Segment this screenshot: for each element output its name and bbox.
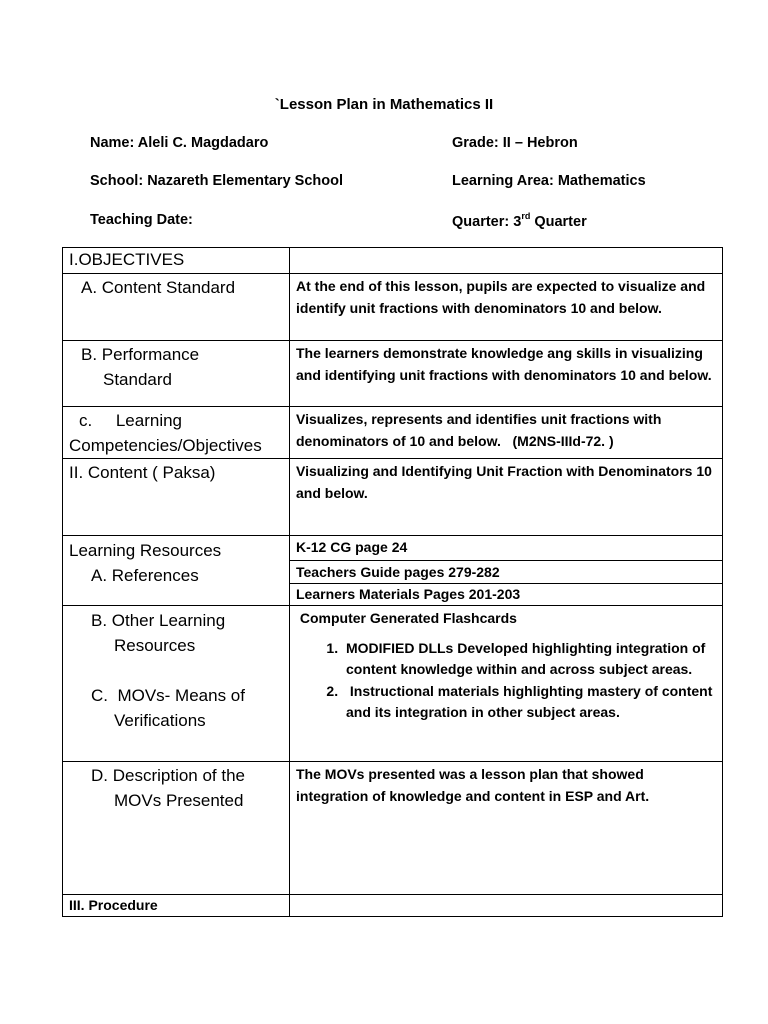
- resources-label-cell: [63, 536, 290, 606]
- references-tg-cell: [290, 561, 723, 584]
- quarter-superscript: rd: [521, 211, 531, 221]
- performance-standard-label-1: B. Performance: [81, 345, 200, 364]
- movs-label-1: C. MOVs- Means of: [91, 686, 245, 705]
- content-cell: [290, 459, 723, 536]
- content-label-cell: [63, 459, 290, 536]
- competencies-label-cell: [63, 407, 290, 459]
- objectives-cell: [63, 248, 290, 274]
- content-standard-label: A. Content Standard: [81, 278, 236, 297]
- description-label-cell: [63, 762, 290, 895]
- procedure-label: III. Procedure: [69, 897, 158, 913]
- other-resources-text: Computer Generated Flashcards: [296, 610, 517, 626]
- other-resources-label-2: Resources: [114, 636, 196, 655]
- movs-list: [290, 638, 722, 724]
- competencies-label-1: c. Learning: [79, 411, 183, 430]
- references-lm-text: Learners Materials Pages 201-203: [296, 586, 521, 602]
- references-tg-text: Teachers Guide pages 279-282: [296, 564, 500, 580]
- other-resources-label-1: B. Other Learning: [91, 611, 226, 630]
- performance-standard-label-cell: [63, 341, 290, 407]
- other-resources-label-cell: [63, 606, 290, 762]
- resources-cell: [290, 536, 723, 561]
- grade-section: Grade: II – Hebron: [452, 135, 578, 151]
- school-name: School: Nazareth Elementary School: [90, 173, 344, 189]
- table-row: [63, 274, 723, 341]
- page-title: `Lesson Plan in Mathematics II: [274, 96, 494, 113]
- competencies-text: Visualizes, represents and identifies unit fractions with denominators of 10 and below. (M2NS-IIId-72. ): [296, 411, 666, 449]
- description-text: The MOVs presented was a lesson plan that showed integration of knowledge and content in ESP and Art.: [296, 766, 650, 804]
- quarter-suffix: Quarter: [530, 213, 587, 230]
- teacher-name: Name: Aleli C. Magdadaro: [90, 135, 269, 151]
- quarter-prefix: Quarter: 3: [452, 213, 522, 230]
- table-row: [63, 606, 723, 762]
- references-lm-cell: [290, 584, 723, 606]
- table-row: [63, 407, 723, 459]
- content-standard-text: At the end of this lesson, pupils are expected to visualize and identify unit fractions with denominators 10 and below.: [296, 278, 706, 316]
- teaching-date: Teaching Date:: [90, 212, 193, 228]
- references-label: A. References: [91, 566, 199, 585]
- description-label-1: D. Description of the: [91, 766, 246, 785]
- quarter: [452, 212, 587, 230]
- content-text: Visualizing and Identifying Unit Fraction with Denominators 10 and below.: [296, 463, 712, 501]
- learning-resources-label: Learning Resources: [69, 541, 222, 560]
- competencies-label-2: Competencies/Objectives: [69, 436, 262, 455]
- other-resources-cell: [290, 606, 723, 762]
- content-standard-cell: [290, 274, 723, 341]
- learning-area: Learning Area: Mathematics: [452, 173, 646, 189]
- movs-label-2: Verifications: [114, 711, 206, 730]
- content-label: II. Content ( Paksa): [69, 463, 216, 482]
- table-row: [63, 341, 723, 407]
- list-item: 2. Instructional materials highlighting mastery of content and its integration in other subject areas.: [342, 681, 722, 724]
- performance-standard-text: The learners demonstrate knowledge ang skills in visualizing and identifying unit fractions with denominators 10 and below.: [296, 345, 712, 383]
- procedure-empty-cell: [290, 895, 723, 917]
- table-row: [63, 895, 723, 917]
- content-standard-label-cell: [63, 274, 290, 341]
- competencies-cell: [290, 407, 723, 459]
- description-label-2: MOVs Presented: [114, 791, 244, 810]
- list-item: 1. MODIFIED DLLs Developed highlighting integration of content knowledge within and across subject areas.: [342, 638, 722, 681]
- objectives-heading: I.OBJECTIVES: [69, 250, 185, 269]
- objectives-empty-cell: [290, 248, 723, 274]
- resources-text: K-12 CG page 24: [296, 539, 408, 555]
- table-row: [63, 248, 723, 274]
- table-row: [63, 536, 723, 561]
- procedure-label-cell: [63, 895, 290, 917]
- table-row: [63, 762, 723, 895]
- description-cell: [290, 762, 723, 895]
- performance-standard-cell: [290, 341, 723, 407]
- lesson-plan-table: [62, 247, 723, 917]
- table-row: [63, 459, 723, 536]
- performance-standard-label-2: Standard: [103, 370, 172, 389]
